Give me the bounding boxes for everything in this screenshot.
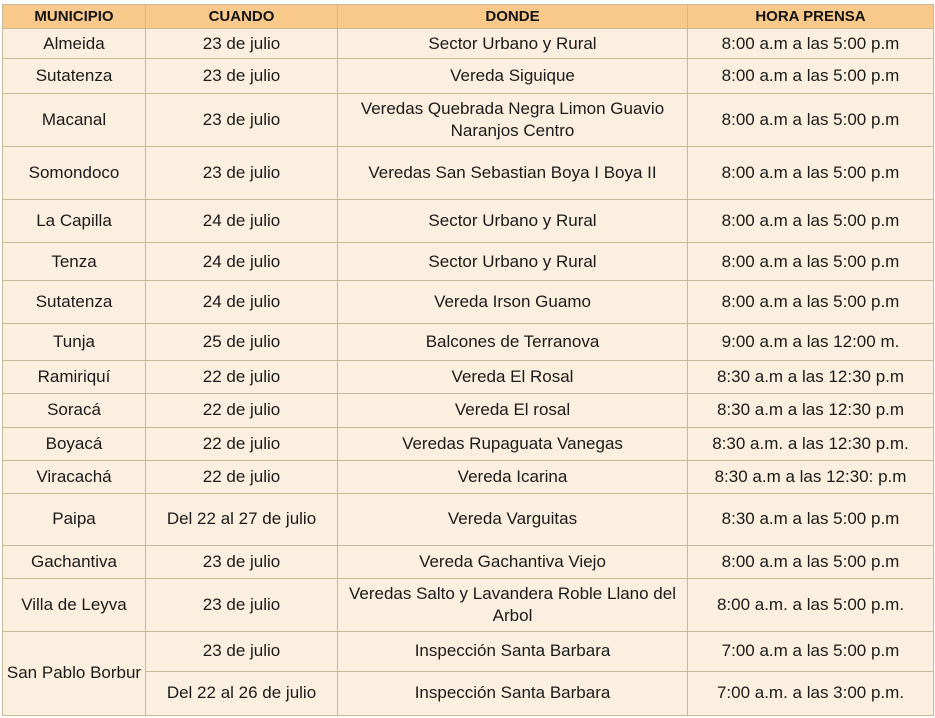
- table-row: [3, 493, 934, 545]
- cell-hora: 8:30 a.m a las 5:00 p.m: [688, 493, 934, 545]
- cell-municipio: Tenza: [3, 243, 146, 281]
- cell-donde: Vereda Irson Guamo: [338, 281, 688, 324]
- cell-donde: Veredas Salto y Lavandera Roble Llano del Arbol: [338, 578, 688, 631]
- cell-hora: 8:00 a.m a las 5:00 p.m: [688, 243, 934, 281]
- table-row: [3, 200, 934, 243]
- cell-donde: Sector Urbano y Rural: [338, 29, 688, 59]
- cell-municipio: Tunja: [3, 324, 146, 361]
- cell-municipio: Soracá: [3, 394, 146, 427]
- header-cuando: CUANDO: [146, 5, 338, 29]
- cell-hora: 8:30 a.m. a las 12:30 p.m.: [688, 427, 934, 460]
- cell-hora: 8:00 a.m a las 5:00 p.m: [688, 29, 934, 59]
- cell-cuando: 24 de julio: [146, 200, 338, 243]
- cell-municipio: Macanal: [3, 94, 146, 147]
- header-row: [3, 5, 934, 29]
- cell-municipio: Sutatenza: [3, 59, 146, 94]
- cell-cuando: 22 de julio: [146, 394, 338, 427]
- cell-donde: Vereda El Rosal: [338, 361, 688, 394]
- cell-municipio: Boyacá: [3, 427, 146, 460]
- table-row: [3, 147, 934, 200]
- cell-donde: Vereda Icarina: [338, 460, 688, 493]
- cell-hora: 9:00 a.m a las 12:00 m.: [688, 324, 934, 361]
- cell-municipio: Villa de Leyva: [3, 578, 146, 631]
- cell-donde: Sector Urbano y Rural: [338, 243, 688, 281]
- cell-municipio: Gachantiva: [3, 545, 146, 578]
- cell-hora: 8:00 a.m a las 5:00 p.m: [688, 545, 934, 578]
- cell-donde: Veredas San Sebastian Boya I Boya II: [338, 147, 688, 200]
- cell-hora: 7:00 a.m a las 5:00 p.m: [688, 631, 934, 671]
- header-municipio: MUNICIPIO: [3, 5, 146, 29]
- cell-cuando: 24 de julio: [146, 281, 338, 324]
- cell-donde: Veredas Rupaguata Vanegas: [338, 427, 688, 460]
- cell-cuando: 23 de julio: [146, 147, 338, 200]
- cell-donde: Vereda Gachantiva Viejo: [338, 545, 688, 578]
- header-hora-prensa: HORA PRENSA: [688, 5, 934, 29]
- cell-hora: 8:00 a.m a las 5:00 p.m: [688, 200, 934, 243]
- table-row: [3, 427, 934, 460]
- cell-municipio: Viracachá: [3, 460, 146, 493]
- table-row: [3, 361, 934, 394]
- cell-hora: 8:30 a.m a las 12:30 p.m: [688, 394, 934, 427]
- header-donde: DONDE: [338, 5, 688, 29]
- cell-cuando: 22 de julio: [146, 361, 338, 394]
- cell-cuando: 23 de julio: [146, 631, 338, 671]
- table-row: [3, 94, 934, 147]
- cell-donde: Vereda Siguique: [338, 59, 688, 94]
- cell-hora: 8:30 a.m a las 12:30: p.m: [688, 460, 934, 493]
- table-row: [3, 243, 934, 281]
- table-row: [3, 578, 934, 631]
- cell-cuando: 24 de julio: [146, 243, 338, 281]
- table-row: [3, 460, 934, 493]
- cell-hora: 8:00 a.m a las 5:00 p.m: [688, 281, 934, 324]
- cell-cuando: 23 de julio: [146, 545, 338, 578]
- cell-hora: 8:00 a.m a las 5:00 p.m: [688, 147, 934, 200]
- cell-municipio: Somondoco: [3, 147, 146, 200]
- cell-donde: Vereda El rosal: [338, 394, 688, 427]
- cell-donde: Veredas Quebrada Negra Limon Guavio Naranjos Centro: [338, 94, 688, 147]
- cell-donde: Inspección Santa Barbara: [338, 631, 688, 671]
- table-row: [3, 394, 934, 427]
- cell-donde: Sector Urbano y Rural: [338, 200, 688, 243]
- cell-cuando: 22 de julio: [146, 427, 338, 460]
- table-row: [3, 29, 934, 59]
- cell-municipio: Sutatenza: [3, 281, 146, 324]
- schedule-table: [2, 4, 934, 716]
- cell-hora: 7:00 a.m. a las 3:00 p.m.: [688, 671, 934, 715]
- cell-cuando: Del 22 al 26 de julio: [146, 671, 338, 715]
- cell-municipio: San Pablo Borbur: [3, 631, 146, 715]
- table-row: [3, 324, 934, 361]
- cell-cuando: Del 22 al 27 de julio: [146, 493, 338, 545]
- table-row: [3, 281, 934, 324]
- cell-hora: 8:30 a.m a las 12:30 p.m: [688, 361, 934, 394]
- cell-municipio: Almeida: [3, 29, 146, 59]
- cell-hora: 8:00 a.m a las 5:00 p.m: [688, 59, 934, 94]
- cell-municipio: Ramiriquí: [3, 361, 146, 394]
- cell-cuando: 22 de julio: [146, 460, 338, 493]
- cell-cuando: 23 de julio: [146, 578, 338, 631]
- table-row: [3, 631, 934, 671]
- cell-cuando: 25 de julio: [146, 324, 338, 361]
- table-row: [3, 59, 934, 94]
- cell-hora: 8:00 a.m a las 5:00 p.m: [688, 94, 934, 147]
- table-row: [3, 545, 934, 578]
- table-body: [3, 29, 934, 716]
- cell-donde: Inspección Santa Barbara: [338, 671, 688, 715]
- cell-municipio: La Capilla: [3, 200, 146, 243]
- cell-cuando: 23 de julio: [146, 59, 338, 94]
- cell-municipio: Paipa: [3, 493, 146, 545]
- cell-hora: 8:00 a.m. a las 5:00 p.m.: [688, 578, 934, 631]
- cell-cuando: 23 de julio: [146, 94, 338, 147]
- cell-donde: Balcones de Terranova: [338, 324, 688, 361]
- cell-cuando: 23 de julio: [146, 29, 338, 59]
- cell-donde: Vereda Varguitas: [338, 493, 688, 545]
